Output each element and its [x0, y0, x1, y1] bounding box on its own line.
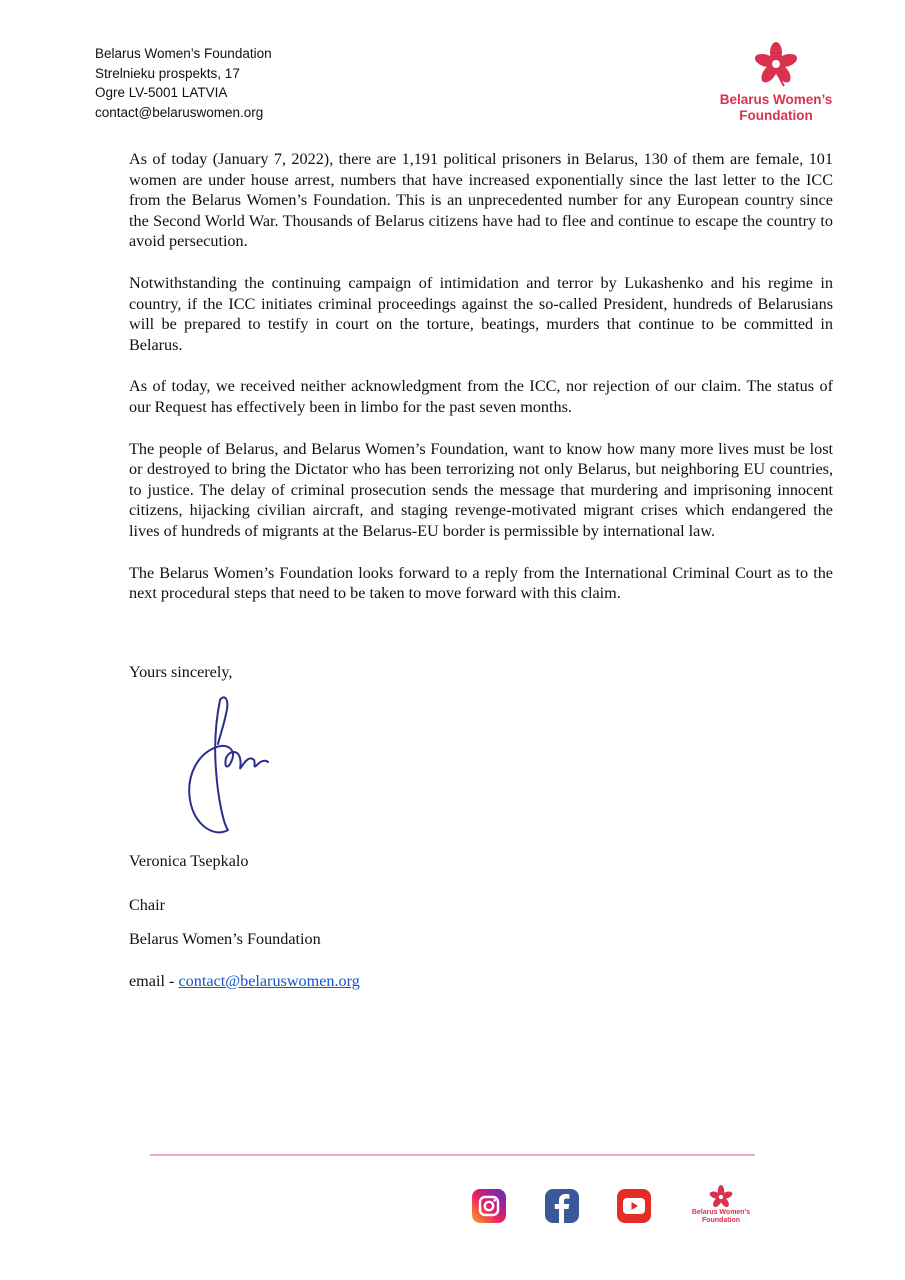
flower-logo-icon: [708, 1184, 734, 1210]
paragraph: As of today, we received neither acknowledgment from the ICC, nor rejection of our claim. The status of our Request has effectively been in limbo for the past seven months.: [129, 377, 833, 416]
footer-divider: [150, 1154, 755, 1156]
paragraph: Notwithstanding the continuing campaign of intimidation and terror by Lukashenko and his regime in country, if the ICC initiates criminal proceedings against the so-called President, hundreds of Belarusians will be prepared to testify in court on the torture, beatings, murders that continue to be committed in Belarus.: [129, 273, 833, 354]
foundation-logo: [706, 40, 846, 126]
logo-line-2: Foundation: [739, 108, 813, 123]
footer-logo-line-2: Foundation: [701, 1217, 741, 1224]
youtube-icon[interactable]: [617, 1189, 651, 1223]
instagram-icon[interactable]: [472, 1189, 506, 1223]
sender-city: Ogre LV-5001 LATVIA: [95, 85, 228, 100]
salutation: Yours sincerely,: [129, 663, 233, 681]
footer-logo-line-1: Belarus Women’s: [691, 1209, 751, 1216]
letter-body: [129, 149, 833, 625]
sender-email: contact@belaruswomen.org: [95, 104, 264, 120]
sender-name: Belarus Women’s Foundation: [95, 46, 272, 61]
contact-line: [129, 971, 360, 991]
sender-street: Strelnieku prospekts, 17: [95, 65, 240, 81]
paragraph: The people of Belarus, and Belarus Women’s Foundation, want to know how many more lives must be lost or destroyed to bring the Dictator who has been terrorizing not only Belarus, but neighboring EU countries, to justice. The delay of criminal prosecution sends the message that murdering and imprisoning innocent citizens, hijacking civilian aircraft, and staging revenge-motivated migrant crises which endangered the lives of hundreds of migrants at the Belarus-EU border is permissible by international law.: [129, 439, 833, 540]
signatory-title: Chair: [129, 896, 165, 914]
paragraph: The Belarus Women’s Foundation looks forward to a reply from the International Criminal Court as to the next procedural steps that need to be taken to move forward with this claim.: [129, 563, 833, 603]
flower-logo-icon: [752, 40, 800, 90]
signatory-name: Veronica Tsepkalo: [129, 852, 249, 870]
facebook-icon[interactable]: [545, 1189, 579, 1223]
email-link[interactable]: contact@belaruswomen.org: [178, 972, 360, 990]
paragraph: As of today (January 7, 2022), there are 1,191 political prisoners in Belarus, 130 of them are female, 101 women are under house arrest, numbers that have increased exponentially since the last letter to the ICC from the Belarus Women’s Foundation. This is an unprecedented number for any European country since the Second World War. Thousands of Belarus citizens have had to flee and continue to escape the country to avoid persecution.: [129, 150, 833, 251]
signatory-organization: Belarus Women’s Foundation: [129, 930, 321, 948]
footer-logo: [684, 1184, 758, 1230]
sender-address: [95, 44, 272, 122]
email-label: email -: [129, 972, 179, 990]
signature: [180, 690, 280, 840]
logo-line-1: Belarus Women’s: [719, 92, 833, 107]
